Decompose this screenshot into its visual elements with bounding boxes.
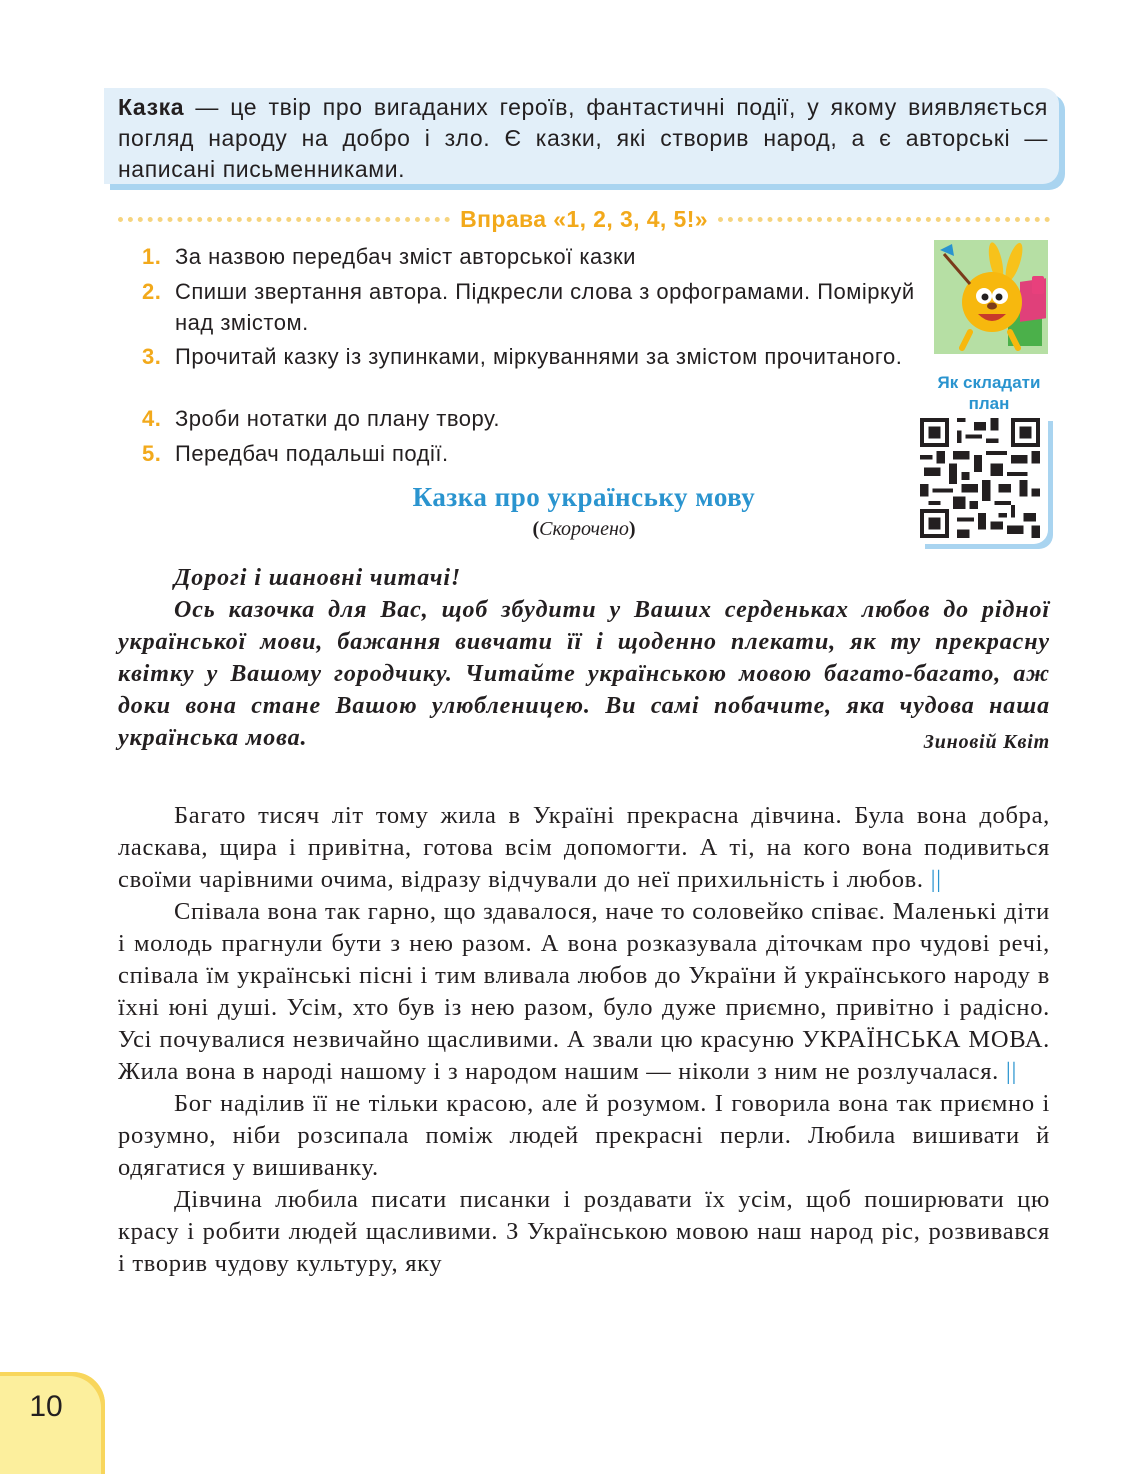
exercise-title: Вправа «1, 2, 3, 4, 5!» (460, 205, 708, 232)
task-number: 1. (142, 244, 162, 269)
qr-label: Як складати план (937, 373, 1041, 413)
task-item (142, 276, 922, 338)
pause-mark: || (930, 866, 942, 893)
story-paragraph (118, 800, 1050, 896)
story-body (118, 800, 1050, 1280)
author-name: Зиновій Квіт (923, 731, 1050, 753)
task-number: 5. (142, 441, 162, 466)
task-text: Спиши звертання автора. Підкресли слова з орфограмами. Поміркуй над змістом. (175, 279, 915, 335)
exercise-header (118, 202, 1050, 236)
intro-greeting: Дорогі і шановні читачі! (174, 565, 462, 591)
story-paragraph (118, 896, 1050, 1088)
task-text: За назвою передбач зміст авторської казки (175, 244, 636, 269)
task-number: 4. (142, 406, 162, 431)
task-item (142, 341, 922, 372)
task-item (142, 438, 922, 469)
task-number: 2. (142, 279, 162, 304)
sun-mascot-icon (934, 240, 1048, 354)
dotted-divider-right (718, 217, 1050, 222)
definition-text (118, 92, 1048, 185)
dotted-divider-left (118, 217, 450, 222)
story-subtitle: (Скорочено) (532, 518, 636, 540)
story-paragraph: Дівчина любила писати писанки і роздавати їх усім, щоб поширювати цю красу і робити людей щасливими. З Українською мовою наш народ ріс, розвивався і творив чудову культуру, яку (118, 1186, 1050, 1277)
story-title: Казка про українську мову (412, 482, 756, 512)
task-text: Зроби нотатки до плану твору. (175, 406, 500, 431)
paragraph-text: Співала вона так гарно, що здавалося, наче то соловейко співає. Маленькі діти і молодь прагнули бути з нею разом. А вона розказувала діточкам про чудові речі, співала їм українські пісні і тим вливала любов до України й українського народу в їхні юні душі. Усім, хто був із нею разом, було дуже приємно, привітно і радісно. Усі почувалися незвичайно щасливими. А звали цю красуню УКРАЇНСЬКА МОВА. Жила вона в народі нашому і з народом нашим — ніколи з ним не розлучалася. (118, 898, 1050, 1085)
paragraph-text: Багато тисяч літ тому жила в Україні прекрасна дівчина. Була вона добра, ласкава, щира і привітна, готова всім допомогти. А ті, на кого вона подивиться своїми чарівними очима, відразу відчували до неї прихильність і любов. (118, 802, 1050, 893)
task-text: Передбач подальші події. (175, 441, 449, 466)
story-subtitle-text: Скорочено (539, 518, 629, 540)
task-number: 3. (142, 344, 162, 369)
pause-mark: || (1005, 1058, 1018, 1085)
page-number: 10 (29, 1390, 63, 1423)
intro-text: Ось казочка для Вас, щоб збудити у Ваших серденьках любов до рідної української мови, бажання вивчати її і щоденно плекати, як ту прекрасну квітку у Вашому городчику. Читайте українською мовою багато-багато, аж доки вона стане Вашою улюбленицею. Ви самі побачите, яка чудова наша українська мова. (118, 597, 1050, 751)
definition-term: Казка (118, 94, 185, 120)
task-item (142, 403, 922, 434)
definition-body: — це твір про вигаданих героїв, фантастичні події, у якому виявляється погляд народу на добро і зло. Є казки, які створив народ, а є авторські — написані письменниками. (118, 94, 1048, 182)
story-paragraph: Бог наділив її не тільки красою, але й розумом. І говорила вона так приємно і розумно, ніби розсипала поміж людей прекрасні перли. Любила вишивати й одягатися у вишиванку. (118, 1090, 1050, 1181)
task-text: Прочитай казку із зупинками, міркуваннями за змістом прочитаного. (175, 344, 903, 369)
task-item (142, 241, 922, 272)
